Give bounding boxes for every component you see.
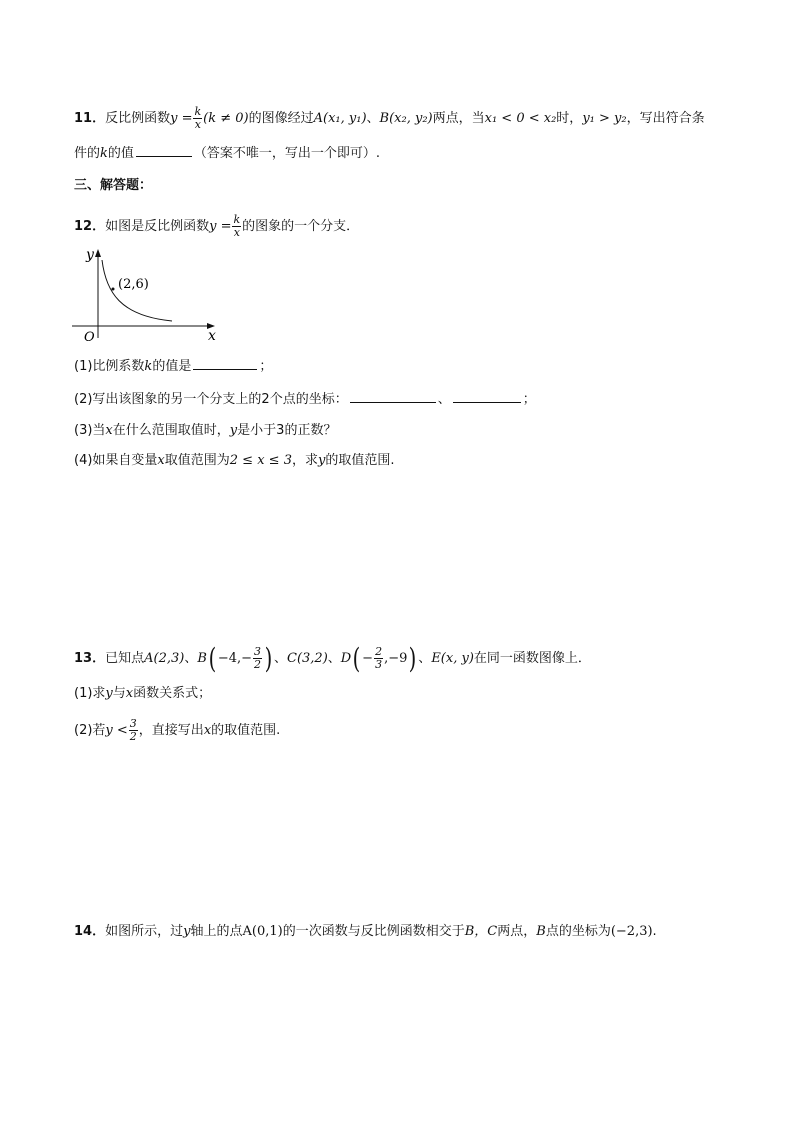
q13-p1-c: 函数关系式； (133, 686, 212, 701)
q13-sep-4: 、 (418, 651, 432, 666)
q13-p1-b: 与 (112, 686, 126, 701)
q11-ineq1: x₁ < 0 < x₂ (484, 111, 557, 126)
q12-p2-num: 2 (261, 392, 270, 407)
q12-p4-x: x (157, 453, 165, 468)
q13-p2-c: 的取值范围. (211, 723, 281, 738)
q11-text-c: 两点，当 (432, 111, 485, 126)
q11-line2-c: （答案不唯一，写出一个即可）. (193, 146, 381, 161)
q11-fraction (193, 106, 202, 131)
q12-part4 (74, 452, 395, 470)
q13-part2 (74, 716, 280, 746)
q11-text-d: 时， (556, 111, 583, 126)
q11-text-a: 反比例函数 (105, 111, 171, 126)
q13-d-frac-den: 3 (375, 658, 383, 671)
q12-number: 12． (74, 219, 106, 234)
point-2-6-marker (112, 288, 115, 291)
q13-b-frac-num: 3 (254, 645, 262, 658)
q13-d-fraction (374, 646, 383, 671)
q13-number: 13． (74, 651, 106, 666)
q13-p2-ineq: y < (105, 723, 128, 738)
q11-line2-a: 件的 (74, 146, 101, 161)
q13-b-rparen: ) (264, 641, 273, 675)
q14-number: 14． (74, 924, 106, 939)
q12-p4-d: 的取值范围. (325, 453, 395, 468)
q12-p3-y: y (229, 423, 238, 438)
q12-part1 (74, 357, 272, 376)
y-axis-label: y (86, 247, 94, 263)
q13-d-inner-a: − (362, 651, 374, 666)
q13-p2-b: ，直接写出 (138, 723, 204, 738)
q12-p4-y: y (318, 453, 326, 468)
q13-p2-frac-den: 2 (129, 730, 137, 743)
point-label: (2,6) (118, 277, 149, 292)
q13-text-b: 在同一函数图像上． (473, 651, 591, 666)
q11-condition: (k ≠ 0) (203, 111, 249, 126)
q13-p1-x: x (125, 686, 134, 701)
q11-line1 (74, 106, 705, 131)
q12-p2-a: (2)写出该图象的另一个分支上的 (74, 392, 262, 407)
q13-p2-a: (2)若 (74, 723, 106, 738)
q12-p1-b: 的值是 (152, 359, 192, 374)
q14-text-a: 如图所示，过 (105, 924, 184, 939)
q11-ineq2: y₁ > y₂ (582, 111, 627, 126)
q13-d-lparen: ( (352, 641, 361, 675)
q12-p3-num: 3 (276, 423, 285, 438)
q12-p3-d: 的正数？ (284, 423, 337, 438)
q13-p2-x: x (203, 723, 212, 738)
q13-point-a: A(2,3) (144, 651, 185, 666)
q12-p1-blank[interactable] (193, 357, 257, 370)
q13-part1 (74, 685, 211, 703)
q14-b: B (536, 924, 546, 939)
q12-p2-sep: 、 (437, 392, 451, 407)
q13-d-inner-b: ,−9 (384, 651, 408, 666)
q11-line2 (74, 144, 380, 163)
q12-p4-b: 取值范围为 (164, 453, 230, 468)
q11-frac-den: x (194, 118, 201, 131)
q14-end: . (652, 924, 657, 939)
q14-text-d: 两点， (497, 924, 537, 939)
q13-point-c: C(3,2) (287, 651, 328, 666)
q12-part2 (74, 390, 536, 409)
origin-label: O (84, 330, 95, 345)
q13-point-d-name: D (340, 651, 352, 666)
q11-y-eq: y = (170, 111, 193, 126)
q14-point-a: A(0,1) (242, 924, 283, 939)
q13-p1-a: (1)求 (74, 686, 106, 701)
q12-frac-num: k (233, 213, 241, 226)
q11-answer-blank[interactable] (136, 144, 192, 157)
q11-point-b: B(x₂, y₂) (379, 111, 433, 126)
q14-coord: (−2,3) (610, 924, 653, 939)
q13-b-frac-den: 2 (254, 658, 262, 671)
q11-number: 11． (74, 111, 106, 126)
q13-stem (74, 641, 591, 675)
q12-fraction (232, 214, 241, 239)
q13-p2-fraction (129, 718, 138, 743)
q11-text-b: 的图像经过 (248, 111, 314, 126)
q12-p2-blank-1[interactable] (350, 390, 436, 403)
q14-bc: B，C (464, 924, 498, 939)
q12-frac-den: x (233, 226, 240, 239)
q13-d-rparen: ) (409, 641, 417, 675)
q13-b-inner: −4,− (217, 651, 253, 666)
q12-stem (74, 214, 359, 239)
q14-stem (74, 923, 657, 941)
q12-p4-c: ，求 (291, 453, 318, 468)
q12-p4-a: (4)如果自变量 (74, 453, 158, 468)
section-heading: 三、解答题： (74, 178, 153, 193)
q11-sep: 、 (366, 111, 380, 126)
q12-p1-c: ； (259, 359, 273, 374)
q12-p2-b: 个点的坐标： (269, 392, 348, 407)
q12-p2-c: ； (522, 392, 536, 407)
q11-frac-num: k (194, 105, 202, 118)
q12-p3-c: 是小于 (237, 423, 277, 438)
q12-graph (70, 242, 230, 352)
q11-k: k (100, 146, 108, 161)
q12-part3 (74, 422, 336, 440)
q12-p4-range: 2 ≤ x ≤ 3 (229, 453, 292, 468)
q13-text-a: 已知点 (105, 651, 145, 666)
q14-text-b: 轴上的点 (190, 924, 243, 939)
q12-p1-a: (1)比例系数 (74, 359, 145, 374)
q13-p2-frac-num: 3 (129, 717, 137, 730)
q12-y-eq: y = (209, 219, 232, 234)
q11-point-a: A(x₁, y₁) (313, 111, 367, 126)
x-axis-label: x (208, 328, 216, 344)
q12-text-a: 如图是反比例函数 (105, 219, 210, 234)
q13-sep-3: 、 (327, 651, 341, 666)
q11-line2-b: 的值 (107, 146, 134, 161)
q12-p2-blank-2[interactable] (453, 390, 521, 403)
q12-p3-x: x (105, 423, 113, 438)
q14-text-e: 点的坐标为 (545, 924, 611, 939)
q12-p3-b: 在什么范围取值时， (112, 423, 230, 438)
q13-b-fraction (253, 646, 262, 671)
q13-point-b-name: B (197, 651, 207, 666)
q13-sep-2: 、 (273, 651, 287, 666)
q13-sep-1: 、 (184, 651, 198, 666)
y-axis-arrow (95, 249, 101, 257)
q14-y: y (183, 924, 191, 939)
q13-p1-y: y (105, 686, 113, 701)
q13-point-e: E(x, y) (431, 651, 474, 666)
q12-text-b: 的图象的一个分支． (242, 219, 360, 234)
q13-b-lparen: ( (208, 641, 217, 675)
q14-text-c: 的一次函数与反比例函数相交于 (282, 924, 465, 939)
q11-text-e: ，写出符合条 (626, 111, 705, 126)
q12-p1-k: k (144, 359, 153, 374)
q12-p3-a: (3)当 (74, 423, 106, 438)
q13-d-frac-num: 2 (375, 645, 383, 658)
